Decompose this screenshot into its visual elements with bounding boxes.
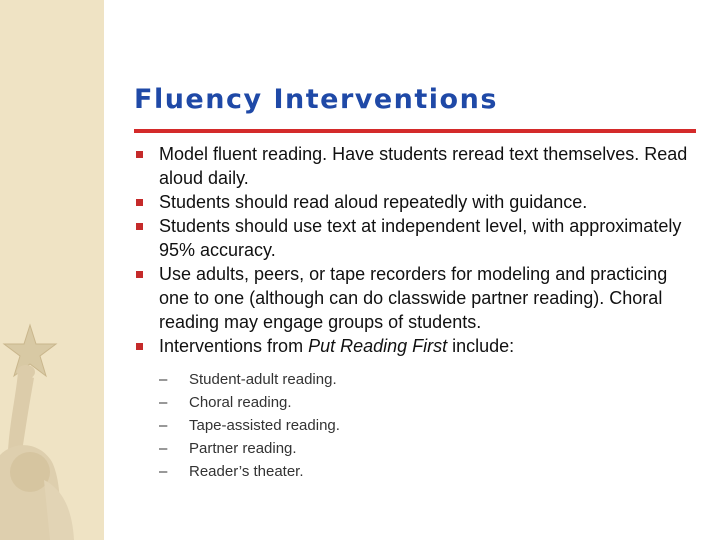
sub-bullet-list bbox=[159, 368, 694, 483]
dash-marker: – bbox=[159, 440, 168, 457]
sub-bullet-text: Partner reading. bbox=[189, 440, 297, 457]
square-bullet-icon bbox=[136, 223, 143, 230]
star-reaching-child-icon bbox=[0, 0, 104, 540]
dash-marker: – bbox=[159, 463, 168, 480]
sub-bullet-text: Tape-assisted reading. bbox=[189, 417, 340, 434]
square-bullet-icon bbox=[136, 151, 143, 158]
page-title: Fluency Interventions bbox=[134, 84, 498, 115]
bullet-text-suffix: include: bbox=[447, 336, 515, 356]
bullet-item bbox=[134, 334, 694, 483]
square-bullet-icon bbox=[136, 199, 143, 206]
sub-bullet-text: Reader’s theater. bbox=[189, 463, 304, 480]
dash-marker: – bbox=[159, 371, 168, 388]
sub-bullet-item bbox=[159, 437, 694, 460]
bullet-item bbox=[134, 262, 694, 334]
dash-marker: – bbox=[159, 394, 168, 411]
bullet-text: Students should read aloud repeatedly with guidance. bbox=[159, 192, 588, 212]
book-title: Put Reading First bbox=[308, 336, 448, 356]
bullet-text-prefix: Interventions from bbox=[159, 336, 309, 356]
side-decorative-panel bbox=[0, 0, 104, 540]
square-bullet-icon bbox=[136, 271, 143, 278]
bullet-item bbox=[134, 142, 694, 190]
square-bullet-icon bbox=[136, 343, 143, 350]
sub-bullet-item bbox=[159, 414, 694, 437]
sub-bullet-item bbox=[159, 391, 694, 414]
title-divider bbox=[134, 129, 696, 133]
bullet-item bbox=[134, 190, 694, 214]
sub-bullet-item bbox=[159, 368, 694, 391]
sub-bullet-item bbox=[159, 460, 694, 483]
dash-marker: – bbox=[159, 417, 168, 434]
bullet-text: Use adults, peers, or tape recorders for modeling and practicing one to one (although can do classwide partner reading). Choral reading may engage groups of students. bbox=[159, 264, 668, 332]
sub-bullet-text: Choral reading. bbox=[189, 394, 292, 411]
bullet-text: Model fluent reading. Have students reread text themselves. Read aloud daily. bbox=[159, 144, 688, 188]
slide-body bbox=[134, 142, 694, 483]
bullet-text: Students should use text at independent level, with approximately 95% accuracy. bbox=[159, 216, 682, 260]
bullet-list bbox=[134, 142, 694, 483]
bullet-item bbox=[134, 214, 694, 262]
sub-bullet-text: Student-adult reading. bbox=[189, 371, 337, 388]
